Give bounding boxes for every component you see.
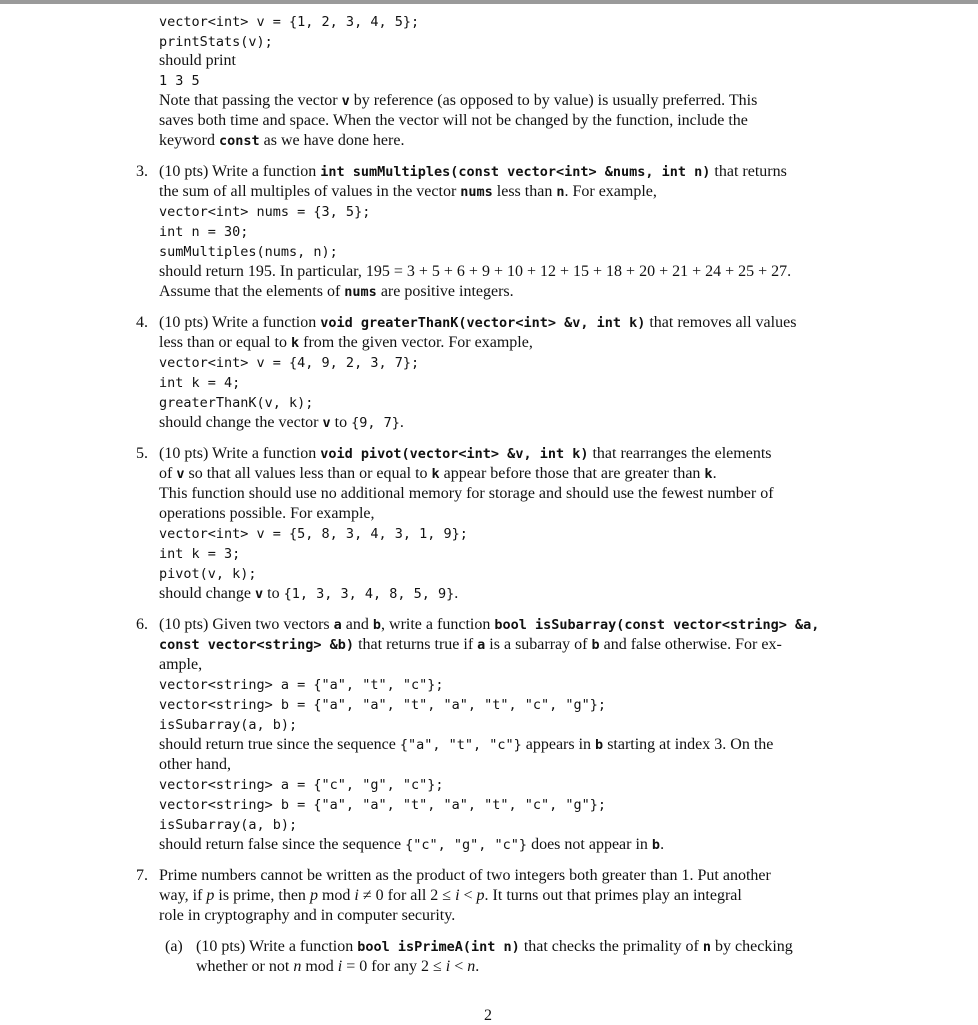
problem-number: 6. xyxy=(136,616,148,633)
code-output: 1 3 5 xyxy=(159,73,200,89)
code-line: vector<int> v = {4, 9, 2, 3, 7}; xyxy=(159,355,420,371)
problem-text: should return false since the sequence {"c", "g", "c"} does not appear in b. xyxy=(159,836,665,853)
problem-text: Assume that the elements of nums are positive integers. xyxy=(159,283,514,300)
code-line: int k = 4; xyxy=(159,375,241,391)
problem-text: way, if p is prime, then p mod i ≠ 0 for all 2 ≤ i < p. It turns out that primes play an integral xyxy=(159,887,742,904)
problem-text: of v so that all values less than or equal to k appear before those that are greater than k. xyxy=(159,465,717,482)
note-line: saves both time and space. When the vector will not be changed by the function, include the xyxy=(159,112,748,129)
problem-text: Prime numbers cannot be written as the product of two integers both greater than 1. Put another xyxy=(159,867,771,884)
code-line: vector<string> b = {"a", "a", "t", "a", "t", "c", "g"}; xyxy=(159,697,607,713)
code-line: isSubarray(a, b); xyxy=(159,817,298,833)
text-line: should print xyxy=(159,52,236,69)
problem-number: 4. xyxy=(136,314,148,331)
problem-text: role in cryptography and in computer security. xyxy=(159,907,456,924)
problem-text: This function should use no additional memory for storage and should use the fewest number of xyxy=(159,485,774,502)
code-line: vector<int> v = {5, 8, 3, 4, 3, 1, 9}; xyxy=(159,526,468,542)
problem-text: should change the vector v to {9, 7}. xyxy=(159,414,404,431)
note-line: keyword const as we have done here. xyxy=(159,132,405,149)
problem-text: less than or equal to k from the given vector. For example, xyxy=(159,334,533,351)
code-line: printStats(v); xyxy=(159,34,273,50)
top-rule xyxy=(0,0,978,4)
code-line: vector<string> a = {"c", "g", "c"}; xyxy=(159,777,444,793)
problem-text: other hand, xyxy=(159,756,231,773)
problem-number: 7. xyxy=(136,867,148,884)
problem-text: ample, xyxy=(159,656,203,673)
problem-text: operations possible. For example, xyxy=(159,505,375,522)
code-line: vector<int> v = {1, 2, 3, 4, 5}; xyxy=(159,14,420,30)
problem-text: should return 195. In particular, 195 = 3 + 5 + 6 + 9 + 10 + 12 + 15 + 18 + 20 + 21 + 24 + 25 + 27. xyxy=(159,263,792,280)
code-line: isSubarray(a, b); xyxy=(159,717,298,733)
subproblem-text: (10 pts) Write a function bool isPrimeA(int n) that checks the primality of n by checking xyxy=(196,938,793,955)
code-line: vector<int> nums = {3, 5}; xyxy=(159,204,371,220)
problem-number: 3. xyxy=(136,163,148,180)
code-line: pivot(v, k); xyxy=(159,566,257,582)
note-line: Note that passing the vector v by reference (as opposed to by value) is usually preferred. This xyxy=(159,92,758,109)
page-number: 2 xyxy=(484,1007,492,1024)
problem-text: the sum of all multiples of values in the vector nums less than n. For example, xyxy=(159,183,657,200)
code-line: sumMultiples(nums, n); xyxy=(159,244,338,260)
code-line: int k = 3; xyxy=(159,546,241,562)
problem-text: (10 pts) Write a function void pivot(vector<int> &v, int k) that rearranges the elements xyxy=(159,445,772,462)
subproblem-text: whether or not n mod i = 0 for any 2 ≤ i < n. xyxy=(196,958,480,975)
code-line: vector<string> b = {"a", "a", "t", "a", "t", "c", "g"}; xyxy=(159,797,607,813)
problem-text: should change v to {1, 3, 3, 4, 8, 5, 9}. xyxy=(159,585,459,602)
subproblem-label: (a) xyxy=(165,938,183,955)
code-line: vector<string> a = {"a", "t", "c"}; xyxy=(159,677,444,693)
problem-text: (10 pts) Write a function void greaterThanK(vector<int> &v, int k) that removes all values xyxy=(159,314,797,331)
problem-number: 5. xyxy=(136,445,148,462)
problem-text: should return true since the sequence {"a", "t", "c"} appears in b starting at index 3. On the xyxy=(159,736,774,753)
problem-text: (10 pts) Write a function int sumMultiples(const vector<int> &nums, int n) that returns xyxy=(159,163,787,180)
problem-text: const vector<string> &b) that returns true if a is a subarray of b and false otherwise. For ex- xyxy=(159,636,782,653)
problem-text: (10 pts) Given two vectors a and b, write a function bool isSubarray(const vector<string> &a, xyxy=(159,616,820,633)
code-line: int n = 30; xyxy=(159,224,249,240)
code-line: greaterThanK(v, k); xyxy=(159,395,314,411)
